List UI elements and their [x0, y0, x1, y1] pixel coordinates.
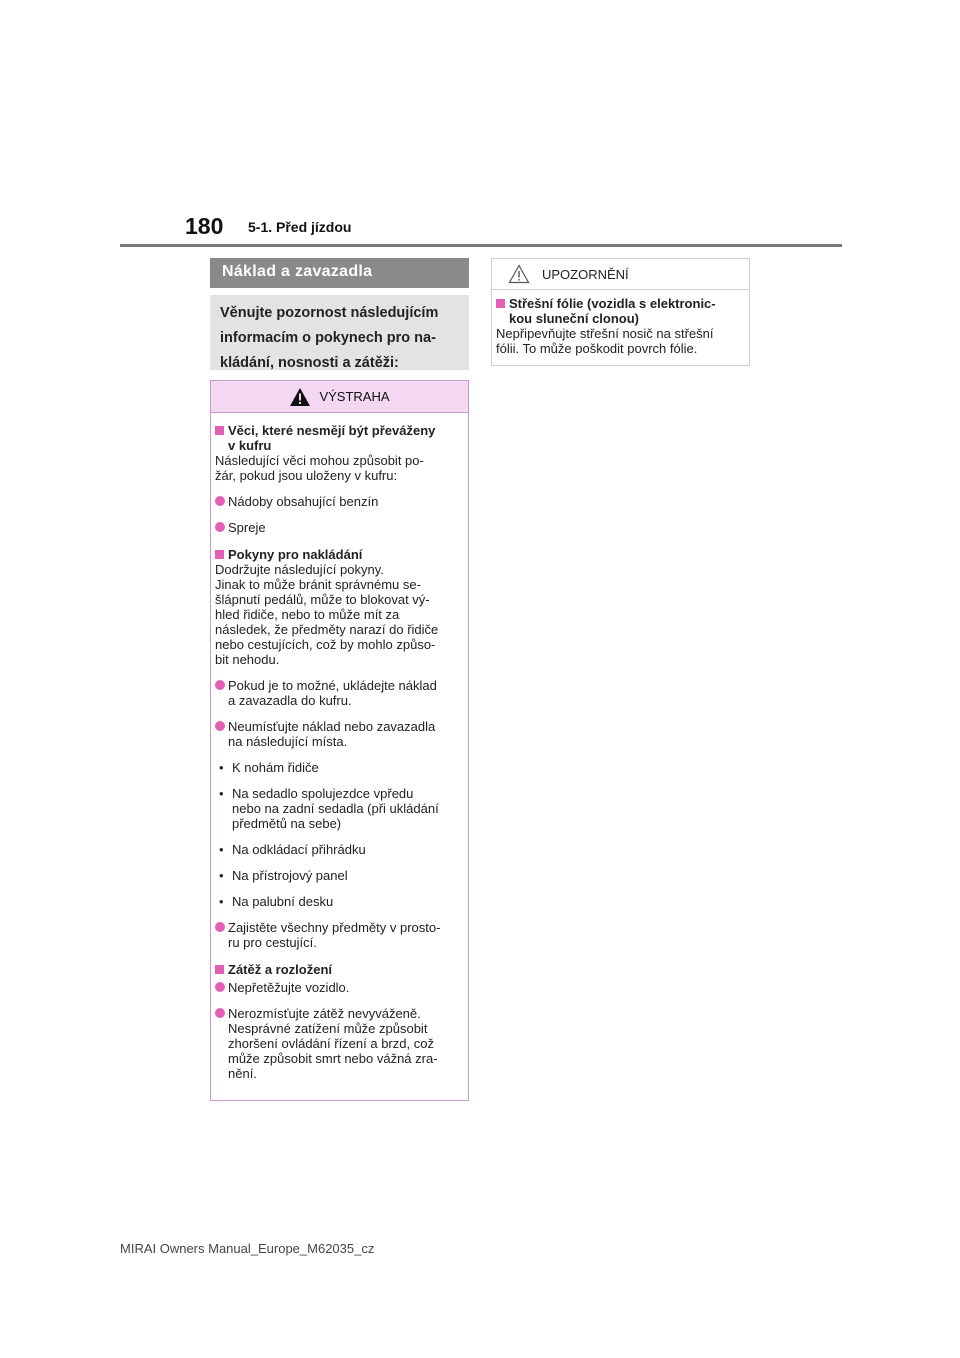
caution-title: UPOZORNĚNÍ — [542, 266, 629, 282]
text-line: Následující věci mohou způsobit po- — [215, 453, 424, 468]
square-bullet-icon — [215, 965, 224, 974]
sub-list-item-text: Na palubní desku — [232, 894, 334, 909]
sub-list-item-text: Na sedadlo spolujezdce vpředu — [232, 786, 414, 801]
round-bullet-icon — [215, 721, 225, 731]
text-line: žár, pokud jsou uloženy v kufru: — [215, 468, 398, 483]
round-bullet-icon — [215, 680, 225, 690]
subheading-line: Věci, které nesmějí být převáženy — [228, 423, 436, 438]
caution-subheading-roof-film — [496, 296, 743, 326]
list-item — [215, 980, 462, 995]
square-bullet-icon — [215, 550, 224, 559]
round-bullet-icon — [215, 982, 225, 992]
text-line: nebo cestujících, což by mohlo způso- — [215, 637, 436, 652]
text-line: Dodržujte následující pokyny. — [215, 562, 384, 577]
list-item-text: ru pro cestující. — [228, 935, 317, 950]
list-item-text: Zajistěte všechny předměty v prosto- — [228, 920, 441, 935]
sub-list-item-text: Na přístrojový panel — [232, 868, 348, 883]
square-bullet-icon — [496, 299, 505, 308]
list-item-text: a zavazadla do kufru. — [228, 693, 352, 708]
sub-bullet-marker: • — [219, 786, 224, 801]
list-item-text: Pokud je to možné, ukládejte náklad — [228, 678, 437, 693]
list-item-text: Nesprávné zatížení může způsobit — [228, 1021, 428, 1036]
list-item-text: na následující místa. — [228, 734, 348, 749]
sub-list-item — [215, 786, 462, 831]
square-bullet-icon — [215, 426, 224, 435]
subheading-line: v kufru — [228, 438, 272, 453]
text-line: fólii. To může poškodit povrch fólie. — [496, 341, 698, 356]
paragraph — [215, 562, 462, 667]
round-bullet-icon — [215, 1008, 225, 1018]
footer-document-id: MIRAI Owners Manual_Europe_M62035_cz — [120, 1241, 375, 1256]
sub-list-item — [215, 760, 462, 775]
warning-subheading-items-not-in-trunk — [215, 423, 462, 453]
warning-box — [210, 380, 469, 1101]
list-item — [215, 520, 462, 535]
warning-title: VÝSTRAHA — [319, 389, 390, 404]
subheading-line: kou sluneční clonou) — [509, 311, 640, 326]
text-line: hled řidiče, nebo to může mít za — [215, 607, 400, 622]
subheading-line: Střešní fólie (vozidla s elektronic- — [509, 296, 716, 311]
list-item-text: nění. — [228, 1066, 257, 1081]
warning-subheading-load-distribution: Zátěž a rozložení — [215, 962, 462, 977]
sub-list-item — [215, 842, 462, 857]
warning-header — [211, 381, 468, 413]
warning-triangle-icon — [289, 387, 311, 407]
round-bullet-icon — [215, 922, 225, 932]
list-item-text: Nerozmísťujte zátěž nevyváženě. — [228, 1006, 421, 1021]
intro-line: Věnujte pozornost následujícím — [220, 305, 439, 321]
list-item-text: Nádoby obsahující benzín — [228, 494, 379, 509]
list-item-text: Nepřetěžujte vozidlo. — [228, 980, 350, 995]
text-line: následek, že předměty narazí do řidiče — [215, 622, 439, 637]
caution-body — [492, 290, 749, 356]
list-item — [215, 494, 462, 509]
sub-bullet-marker: • — [219, 842, 224, 857]
list-item — [215, 719, 462, 749]
sub-list-item — [215, 868, 462, 883]
page-number: 180 — [185, 213, 224, 239]
list-item-text: zhoršení ovládání řízení a brzd, což — [228, 1036, 434, 1051]
text-line: bit nehodu. — [215, 652, 280, 667]
paragraph — [215, 453, 462, 483]
round-bullet-icon — [215, 496, 225, 506]
sub-bullet-marker: • — [219, 760, 224, 775]
list-item — [215, 678, 462, 708]
intro-box — [210, 295, 469, 370]
caution-triangle-icon — [508, 264, 530, 284]
sub-bullet-marker: • — [219, 894, 224, 909]
section-heading: Náklad a zavazadla — [210, 258, 469, 288]
sub-list-item-text: nebo na zadní sedadla (při ukládání — [232, 801, 439, 816]
list-item-text: může způsobit smrt nebo vážná zra- — [228, 1051, 438, 1066]
list-item-text: Neumísťujte náklad nebo zavazadla — [228, 719, 436, 734]
caution-box — [491, 258, 750, 366]
warning-body — [211, 413, 468, 1081]
sub-list-item-text: Na odkládací přihrádku — [232, 842, 366, 857]
text-line: šlápnutí pedálů, může to blokovat vý- — [215, 592, 430, 607]
sub-bullet-marker: • — [219, 868, 224, 883]
round-bullet-icon — [215, 522, 225, 532]
list-item — [215, 1006, 462, 1081]
text-line: Jinak to může bránit správnému se- — [215, 577, 421, 592]
sub-list-item-text: předmětů na sebe) — [232, 816, 342, 831]
sub-list-item — [215, 894, 462, 909]
intro-line: kládání, nosnosti a zátěži: — [220, 355, 399, 371]
paragraph — [496, 326, 743, 356]
sub-list-item-text: K nohám řidiče — [232, 760, 319, 775]
text-line: Nepřipevňujte střešní nosič na střešní — [496, 326, 714, 341]
section-title: 5-1. Před jízdou — [248, 219, 352, 235]
intro-line: informacím o pokynech pro na- — [220, 330, 436, 346]
list-item-text: Spreje — [228, 520, 266, 535]
header-rule — [120, 244, 842, 247]
warning-subheading-loading-instructions: Pokyny pro nakládání — [215, 547, 462, 562]
list-item — [215, 920, 462, 950]
caution-header — [492, 259, 749, 290]
